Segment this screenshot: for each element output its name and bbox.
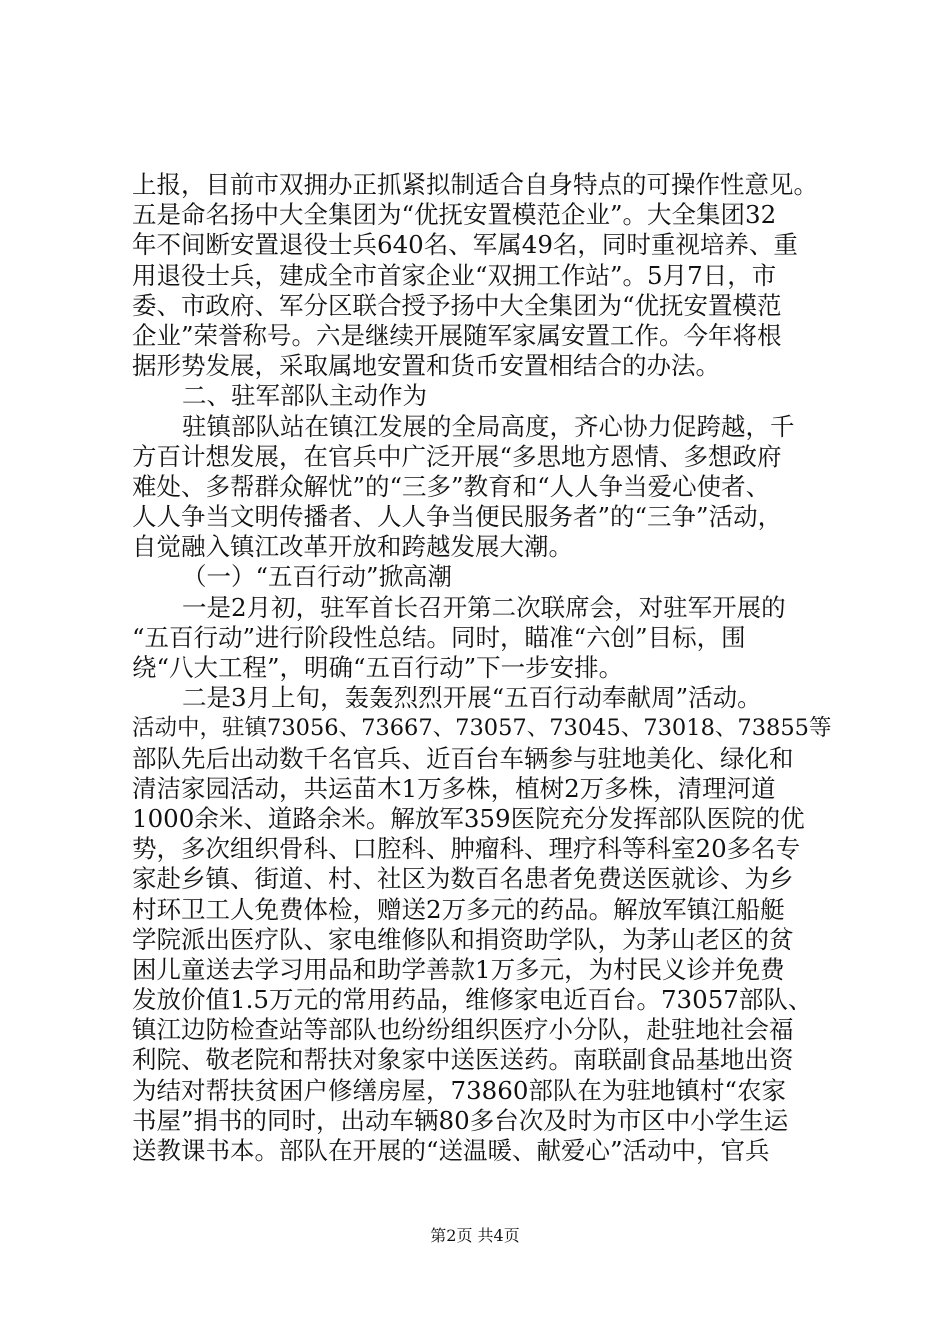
document-body bbox=[132, 170, 832, 1166]
section-heading: 二、驻军部队主动作为 bbox=[182, 381, 427, 411]
text-line: 方百计想发展，在官兵中广泛开展“多思地方恩情、多想政府 bbox=[132, 441, 782, 471]
subsection-heading: （一）“五百行动”掀高潮 bbox=[182, 562, 453, 592]
text-line: 为结对帮扶贫困户修缮房屋，73860部队在为驻地镇村“农家 bbox=[132, 1075, 786, 1105]
text-line: 据形势发展，采取属地安置和货币安置相结合的办法。 bbox=[132, 351, 720, 381]
text-line: 活动中，驻镇73056、73667、73057、73045、73018、73855等 bbox=[132, 715, 832, 742]
text-line: 书屋”捐书的同时，出动车辆80多台次及时为市区中小学生运 bbox=[132, 1105, 789, 1135]
text-line: 清洁家园活动，共运苗木1万多株，植树2万多株，清理河道 bbox=[132, 773, 776, 803]
text-line: 困儿童送去学习用品和助学善款1万多元，为村民义诊并免费 bbox=[132, 954, 785, 984]
text-line: 村环卫工人免费体检，赠送2万多元的药品。解放军镇江船艇 bbox=[132, 894, 785, 924]
text-line: 上报，目前市双拥办正抓紧拟制适合自身特点的可操作性意见。 bbox=[132, 170, 818, 199]
text-line: 绕“八大工程”，明确“五百行动”下一步安排。 bbox=[132, 653, 624, 682]
text-line: 家赴乡镇、街道、村、社区为数百名患者免费送医就诊、为乡 bbox=[132, 864, 794, 894]
text-line: 五是命名扬中大全集团为“优抚安置模范企业”。大全集团32 bbox=[132, 200, 777, 230]
text-line: 镇江边防检查站等部队也纷纷组织医疗小分队，赴驻地社会福 bbox=[132, 1015, 794, 1045]
text-line: 难处、多帮群众解忧”的“三多”教育和“人人争当爱心使者、 bbox=[132, 471, 771, 501]
text-line: 二是3月上旬，轰轰烈烈开展“五百行动奉献周”活动。 bbox=[182, 683, 762, 713]
text-line: 驻镇部队站在镇江发展的全局高度，齐心协力促跨越，千 bbox=[182, 411, 795, 441]
page-number: 第2页 共4页 bbox=[430, 1226, 520, 1245]
text-line: 发放价值1.5万元的常用药品，维修家电近百台。73057部队、 bbox=[132, 985, 813, 1015]
text-line: 势，多次组织骨科、口腔科、肿瘤科、理疗科等科室20多名专 bbox=[132, 834, 801, 864]
text-line: 送教课书本。部队在开展的“送温暖、献爱心”活动中，官兵 bbox=[132, 1136, 770, 1165]
text-line: 学院派出医疗队、家电维修队和捐资助学队，为茅山老区的贫 bbox=[132, 924, 794, 954]
text-line: 一是2月初，驻军首长召开第二次联席会，对驻军开展的 bbox=[182, 592, 786, 622]
text-line: 年不间断安置退役士兵640名、军属49名，同时重视培养、重 bbox=[132, 230, 798, 260]
text-line: 用退役士兵，建成全市首家企业“双拥工作站”。5月7日，市 bbox=[132, 260, 777, 290]
text-line: “五百行动”进行阶段性总结。同时，瞄准“六创”目标，围 bbox=[132, 622, 746, 652]
text-line: 利院、敬老院和帮扶对象家中送医送药。南联副食品基地出资 bbox=[132, 1045, 794, 1075]
text-line: 企业”荣誉称号。六是继续开展随军家属安置工作。今年将根 bbox=[132, 320, 782, 350]
text-line: 1000余米、道路余米。解放军359医院充分发挥部队医院的优 bbox=[132, 803, 805, 833]
text-line: 自觉融入镇江改革开放和跨越发展大潮。 bbox=[132, 532, 573, 562]
text-line: 部队先后出动数千名官兵、近百台车辆参与驻地美化、绿化和 bbox=[132, 743, 794, 773]
text-line: 人人争当文明传播者、人人争当便民服务者”的“三争”活动， bbox=[132, 502, 783, 532]
text-line: 委、市政府、军分区联合授予扬中大全集团为“优抚安置模范 bbox=[132, 290, 782, 320]
